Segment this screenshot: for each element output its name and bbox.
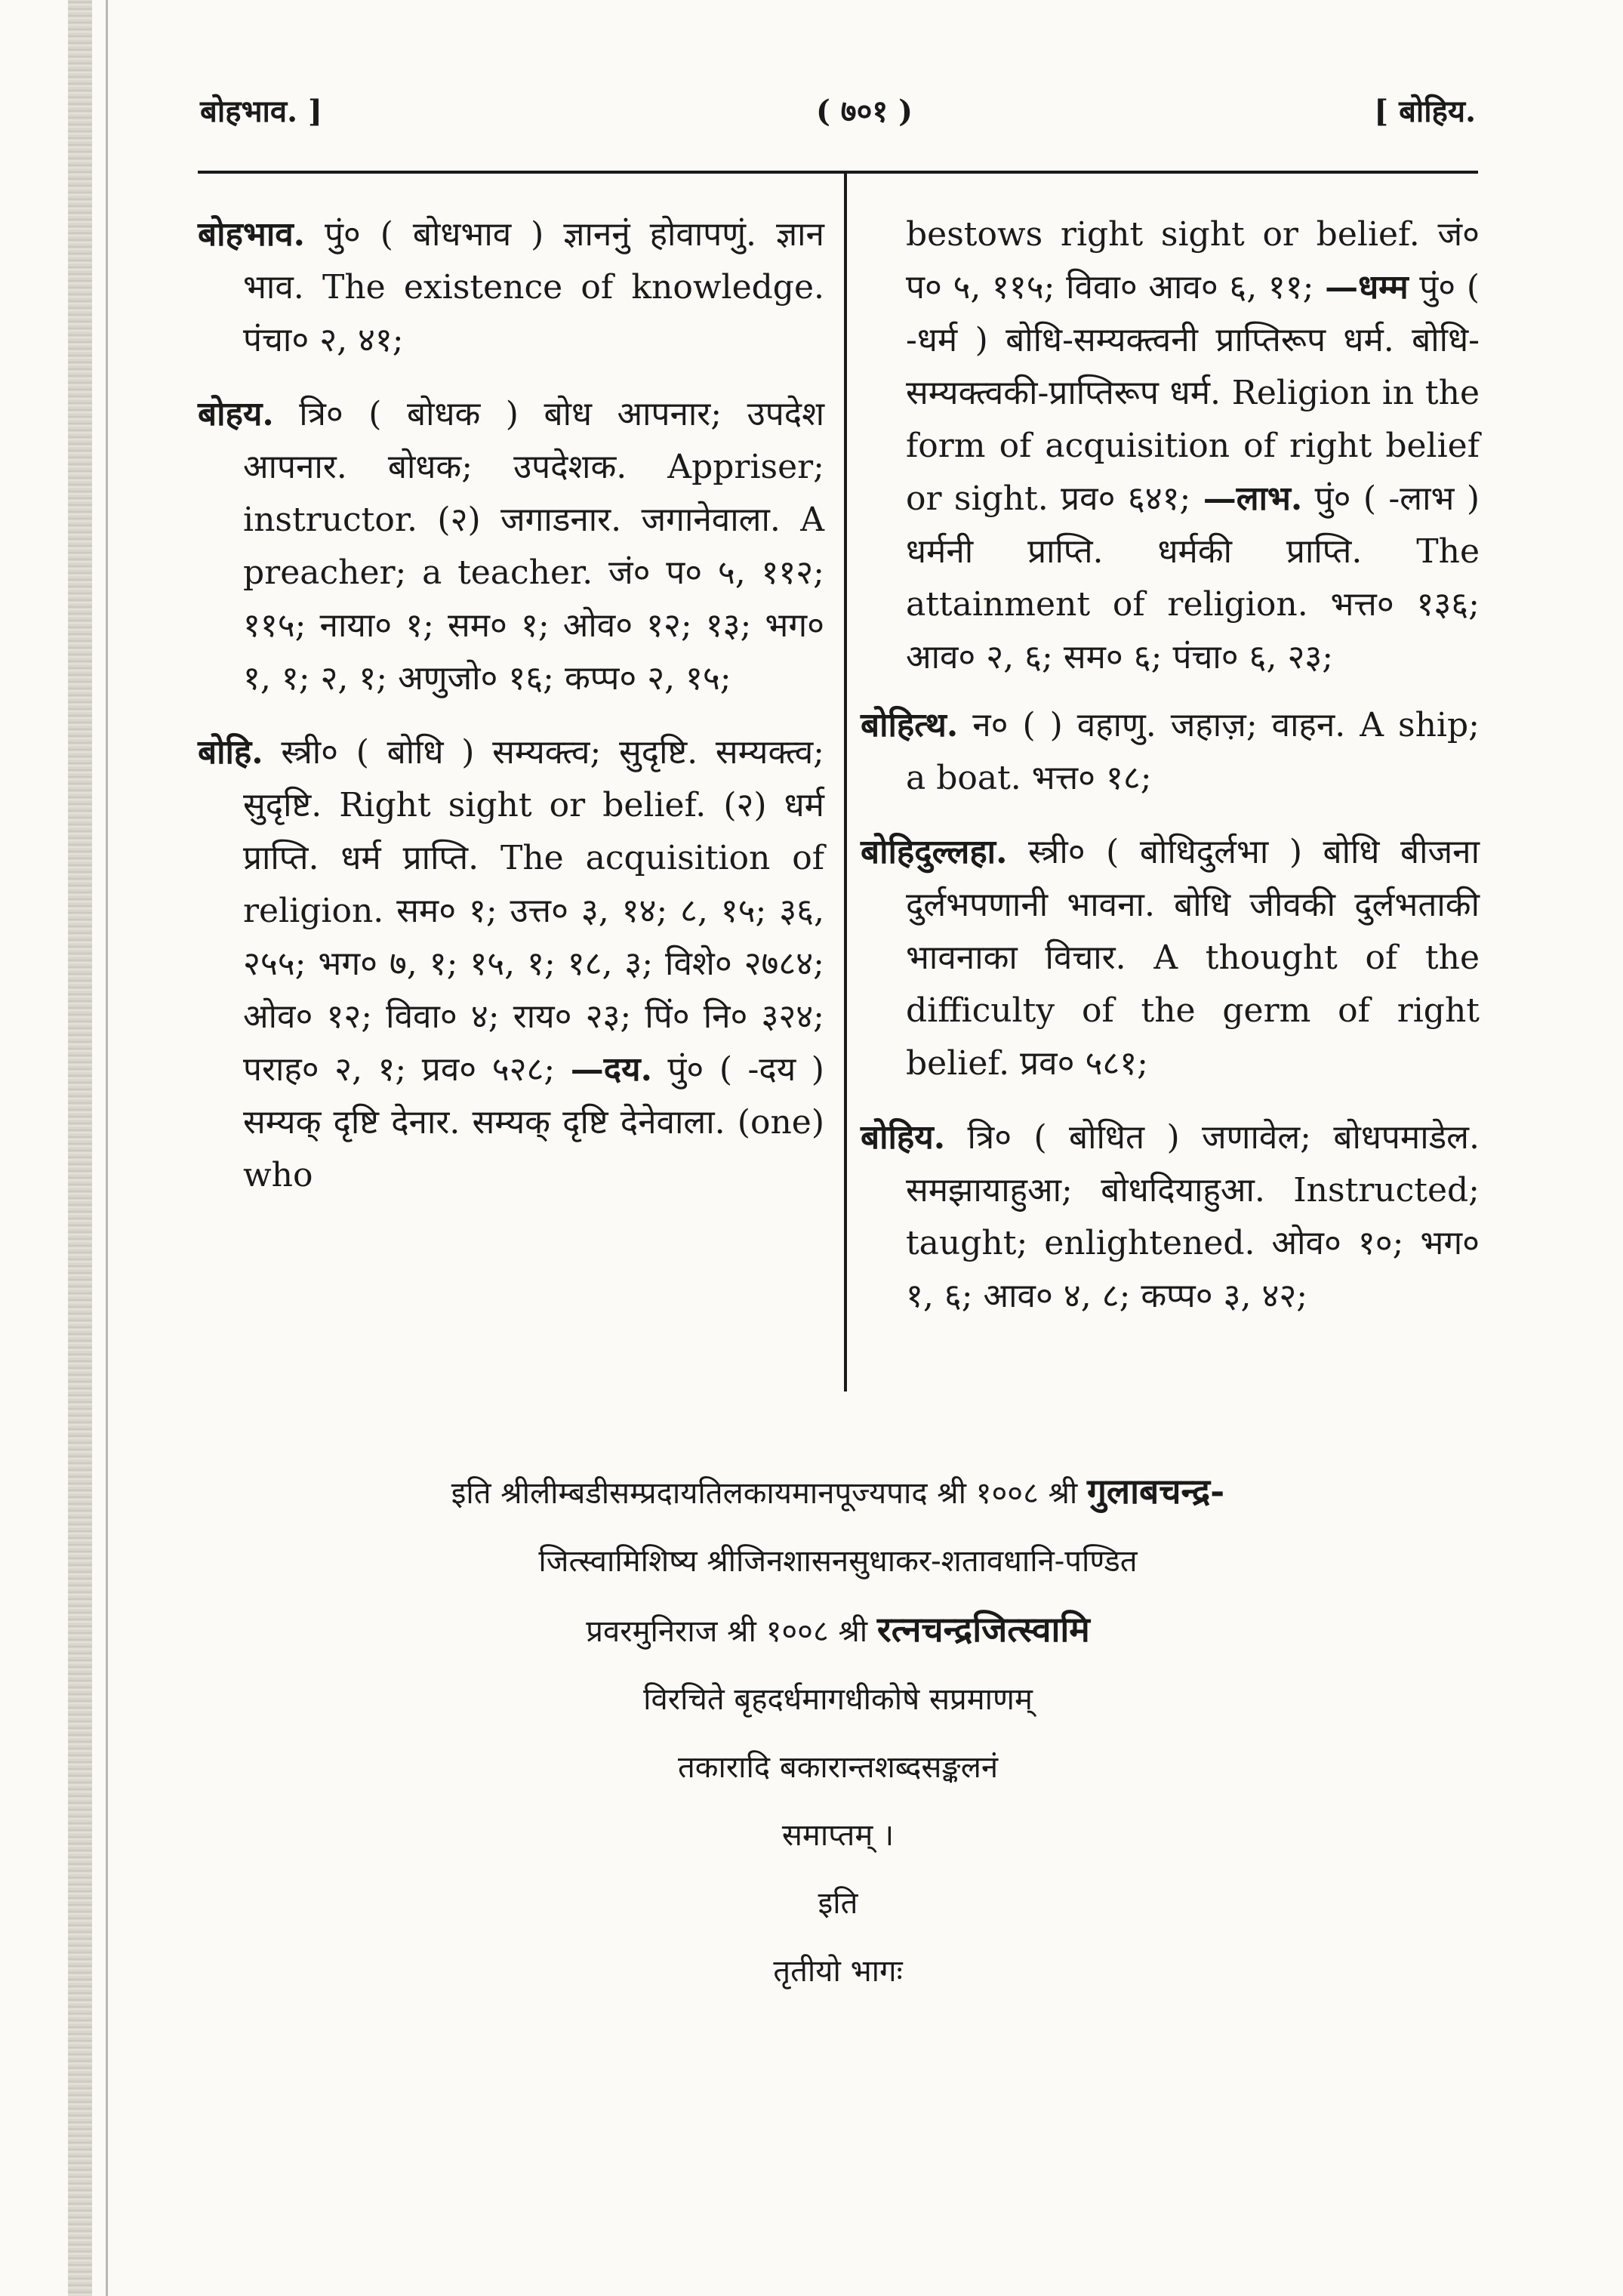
left-column: [198, 208, 824, 1223]
entry-headword: बोहित्थ.: [861, 706, 959, 744]
entry-headword: बोहय.: [198, 395, 274, 433]
dictionary-entry: [198, 726, 824, 1202]
column-divider: [844, 172, 847, 1391]
dictionary-entry: [861, 826, 1480, 1090]
header-right-guideword: [ बोहिय.: [1374, 94, 1476, 129]
colophon-author-name: रत्नचन्द्रजित्स्वामि: [876, 1609, 1090, 1650]
entry-body: न० ( ) वहाणु. जहाज़; वाहन. A ship; a boat. भत्त० १८;: [906, 706, 1480, 797]
sub-entry-body: पुं० ( -दय ) सम्यक् दृष्टि देनार. सम्यक् दृष्टि देनेवाला. (one) who: [243, 1050, 824, 1194]
colophon-line: तकारादि बकारान्तशब्दसङ्कलनं: [677, 1750, 999, 1785]
dictionary-entry: [861, 1111, 1480, 1323]
colophon-text: इति श्रीलीम्बडीसम्प्रदायतिलकायमानपूज्यपाद श्री १००८ श्री: [451, 1476, 1078, 1511]
colophon-line: इति: [818, 1886, 858, 1921]
dictionary-entry: [861, 699, 1480, 805]
sub-headword: —धम्म: [1325, 268, 1409, 307]
page-binding-edge: [68, 0, 92, 2296]
page-number: ( ७०१ ): [815, 94, 913, 129]
colophon-text: प्रवरमुनिराज श्री १००८ श्री: [586, 1614, 868, 1649]
entry-headword: बोहि.: [198, 733, 263, 772]
colophon-line: तृतीयो भागः: [773, 1954, 903, 1989]
right-column: [861, 208, 1480, 1344]
entry-headword: बोहिदुल्लहा.: [861, 833, 1008, 871]
page-header: [200, 89, 1476, 134]
header-left-guideword: बोहभाव. ]: [200, 94, 322, 129]
colophon-line: [226, 1595, 1449, 1666]
continuation-body: bestows right sight or belief. जं० प० ५, ११५; विवा० आव० ६, ११;: [906, 215, 1480, 307]
colophon-line: समाप्तम् ।: [781, 1818, 895, 1853]
colophon-line: जित्स्वामिशिष्य श्रीजिनशासनसुधाकर-शतावधानि-पण्डित: [538, 1544, 1138, 1579]
header-rule: [198, 171, 1478, 174]
sub-entry-body: पुं० ( -लाभ ) धर्मनी प्राप्ति. धर्मकी प्राप्ति. The attainment of religion. भत्त० १३६; आव० २, ६; सम० ६; पंचा० ६, २३;: [906, 479, 1480, 676]
colophon-author-name: गुलाबचन्द्र-: [1087, 1471, 1225, 1512]
binding-shadow-line: [106, 0, 108, 2296]
sub-entry-body: पुं० ( -धर्म ) बोधि-सम्यक्त्वनी प्राप्तिरूप धर्म. बोधि-सम्यक्त्वकी-प्राप्तिरूप धर्म. Religion in the form of acquisition of right belief or sight. प्रव० ६४१;: [906, 268, 1480, 518]
entry-body: त्रि० ( बोधित ) जणावेल; बोधपमाडेल. समझायाहुआ; बोधदियाहुआ. Instructed; taught; enlightened. ओव० १०; भग० १, ६; आव० ४, ८; कप्प० ३, ४२;: [906, 1118, 1480, 1315]
entry-headword: बोहिय.: [861, 1118, 946, 1157]
entry-body: स्त्री० ( बोधिदुर्लभा ) बोधि बीजना दुर्लभपणानी भावना. बोधि जीवकी दुर्लभताकी भावनाका विचार. A thought of the difficulty of the germ of right belief. प्रव० ५८१;: [906, 833, 1480, 1083]
continued-entry-text: [861, 208, 1480, 684]
dictionary-entry: [198, 388, 824, 705]
colophon: [226, 1457, 1449, 2005]
entry-headword: बोहभाव.: [198, 215, 305, 254]
colophon-line: विरचिते बृहदर्धमागधीकोषे सप्रमाणम्: [643, 1682, 1033, 1717]
dictionary-entry: [198, 208, 824, 367]
sub-headword: —दय.: [570, 1050, 652, 1089]
colophon-line: [226, 1457, 1449, 1527]
sub-headword: —लाभ.: [1203, 479, 1303, 518]
entry-body: स्त्री० ( बोधि ) सम्यक्त्व; सुदृष्टि. सम्यक्त्व; सुदृष्टि. Right sight or belief. (२) धर्म प्राप्ति. धर्म प्राप्ति. The acquisition of religion. सम० १; उत्त० ३, १४; ८, १५; ३६, २५५; भग० ७, १; १५, १; १८, ३; विशे० २७८४; ओव० १२; विवा० ४; राय० २३; पिं० नि० ३२४; पराह० २, १; प्रव० ५२८;: [243, 733, 824, 1089]
entry-body: त्रि० ( बोधक ) बोध आपनार; उपदेश आपनार. बोधक; उपदेशक. Appriser; instructor. (२) जगाडनार. जगानेवाला. A preacher; a teacher. जं० प० ५, ११२; ११५; नाया० १; सम० १; ओव० १२; १३; भग० १, १; २, १; अणुजो० १६; कप्प० २, १५;: [243, 395, 824, 698]
entry-body: पुं० ( बोधभाव ) ज्ञाननुं होवापणुं. ज्ञान भाव. The existence of knowledge. पंचा० २, ४१;: [243, 215, 824, 359]
